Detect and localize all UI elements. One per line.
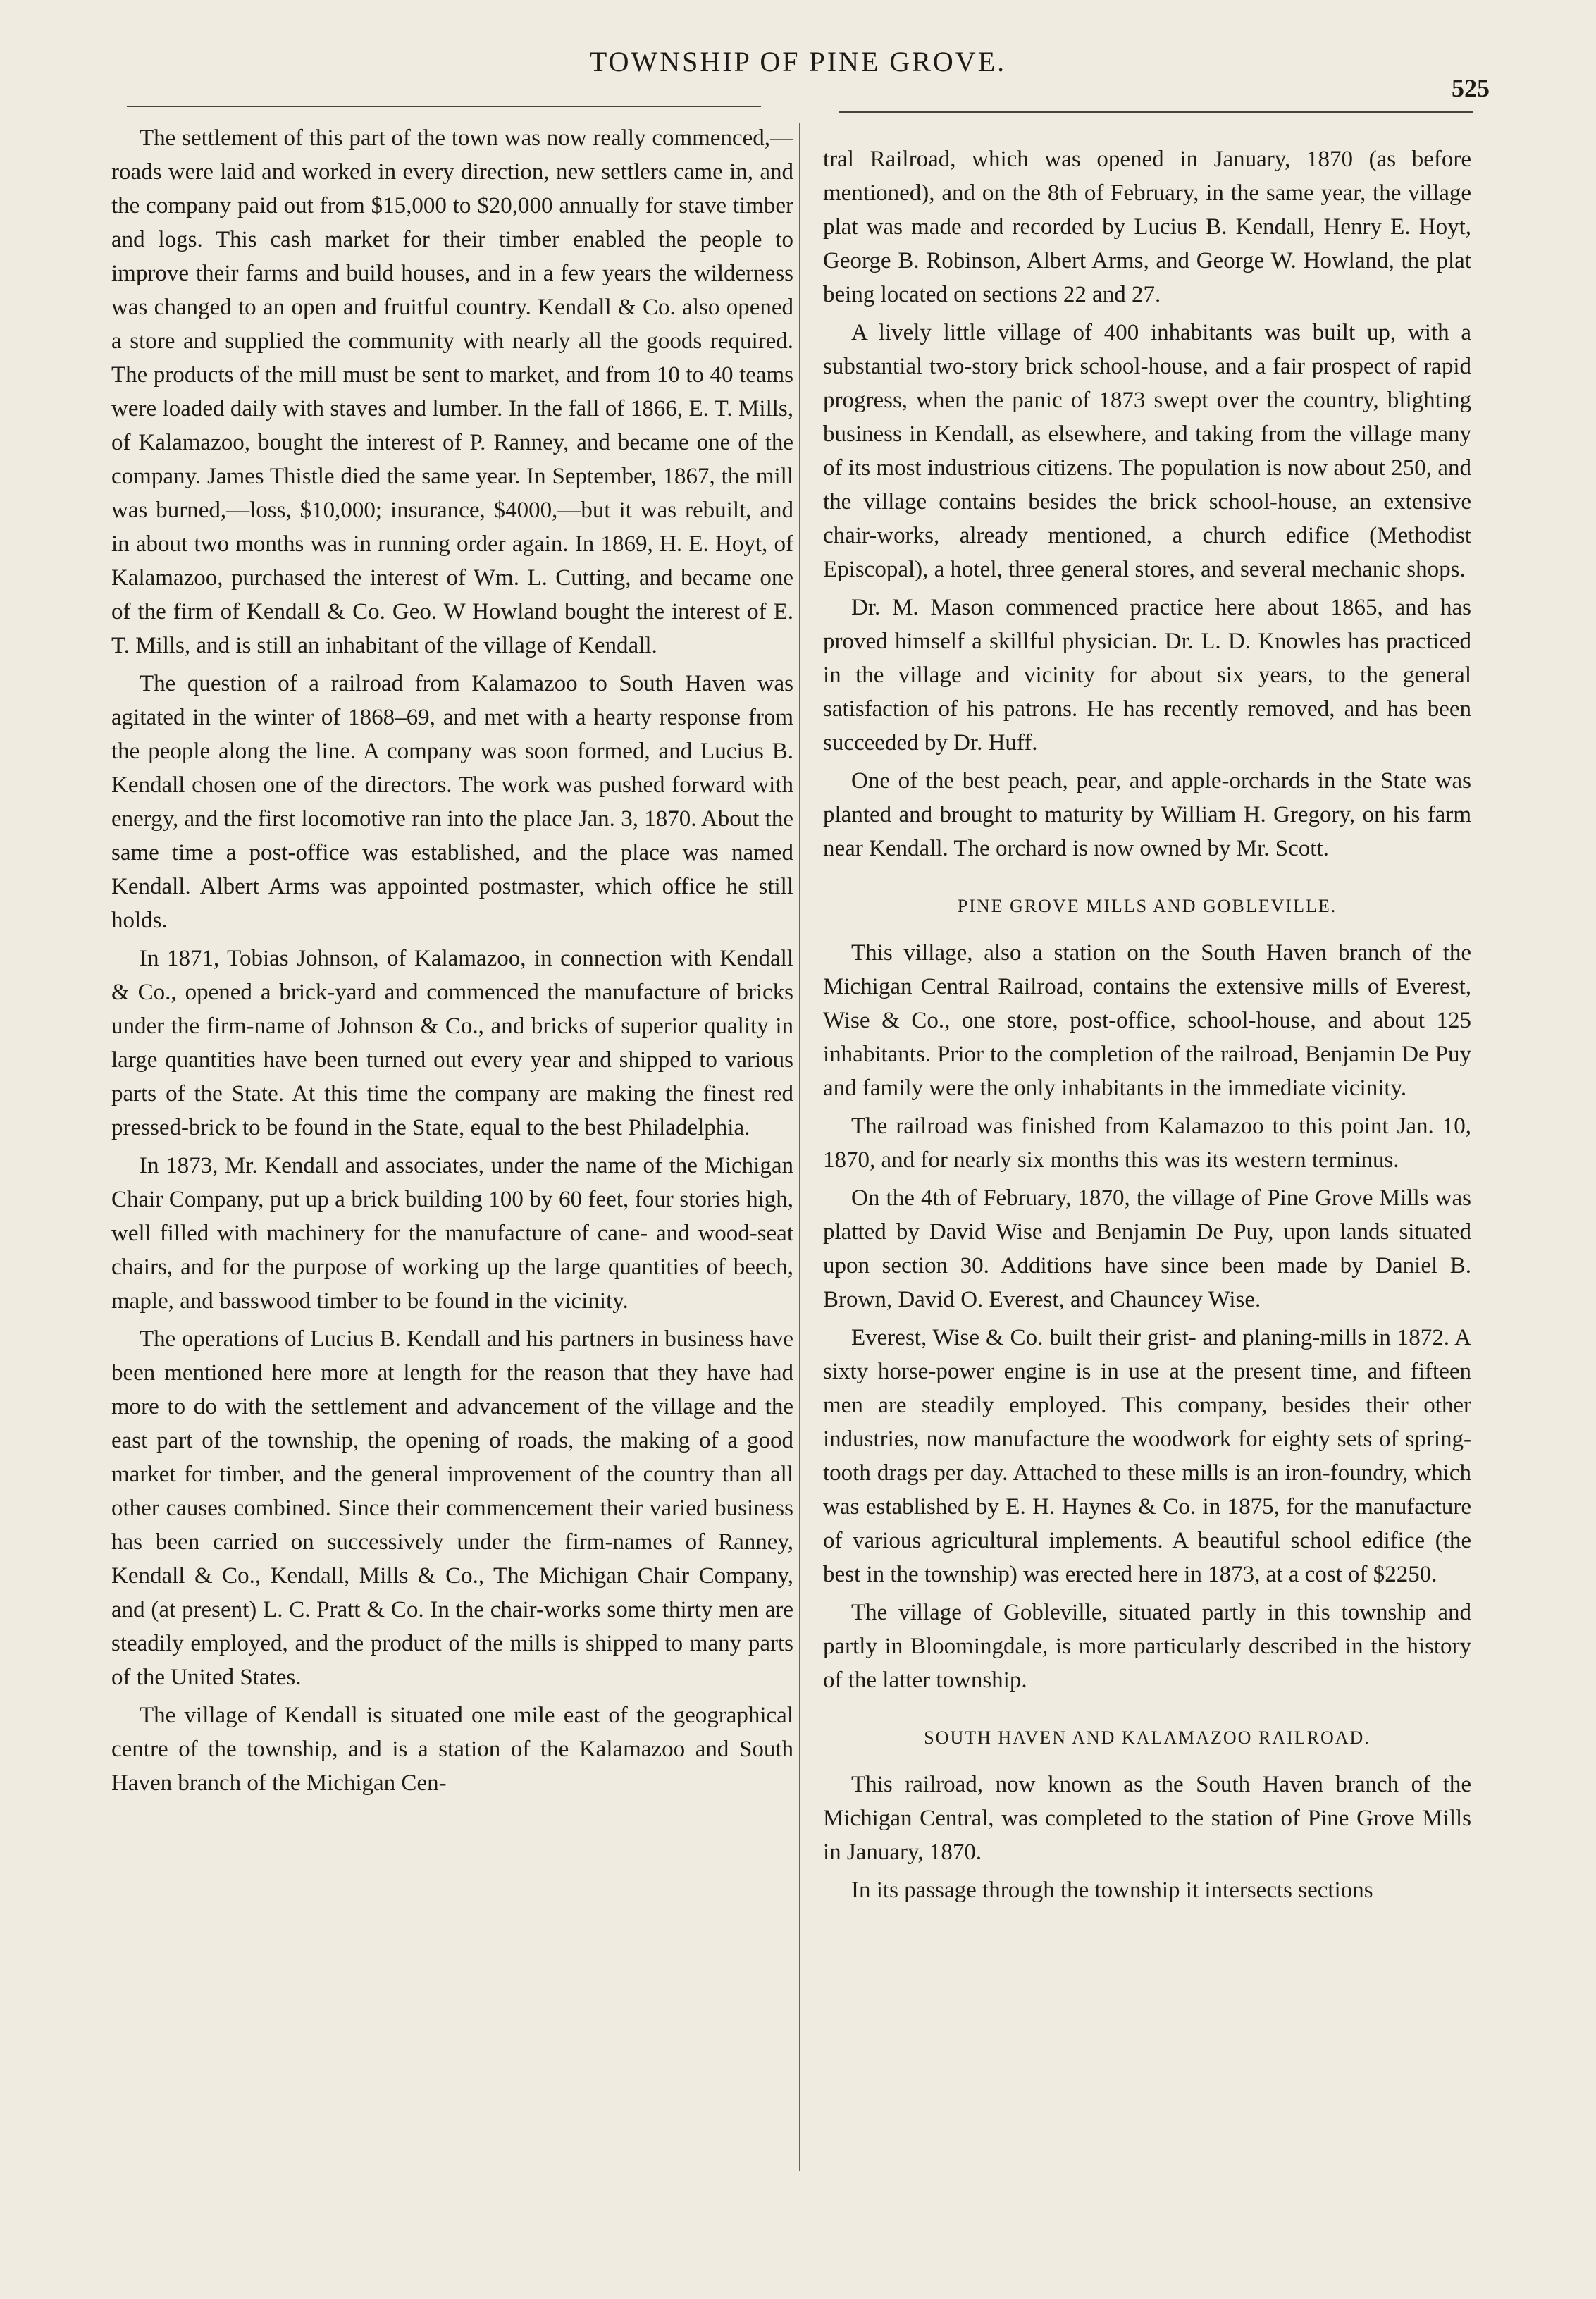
- paragraph: The question of a railroad from Kalamazoo to South Haven was agitated in the winter of 1868–69, and met with a hearty response from the people along the line. A company was soon formed, and Lucius B. Kendall chosen one of the directors. The work was pushed forward with energy, and the first locomotive ran into the place Jan. 3, 1870. About the same time a post-office was established, and the place was named Kendall. Albert Arms was appointed postmaster, which office he still holds.: [111, 671, 793, 933]
- header-rule-right: [839, 111, 1473, 113]
- paragraph: The village of Gobleville, situated partly in this township and partly in Bloomingdale, is more particularly described in the history of the latter township.: [823, 1600, 1471, 1693]
- paragraph: A lively little village of 400 inhabitants was built up, with a substantial two-story brick school-house, and a fair prospect of rapid progress, when the panic of 1873 swept over the country, blighting business in Kendall, as elsewhere, and taking from the village many of its most industrious citizens. The population is now about 250, and the village contains besides the brick school-house, an extensive chair-works, already mentioned, a church edifice (Methodist Episcopal), a hotel, three general stores, and several mechanic shops.: [823, 320, 1471, 582]
- page-title: TOWNSHIP OF PINE GROVE.: [589, 46, 1007, 78]
- paragraph: The village of Kendall is situated one mile east of the geographical centre of the township, and is a station of the Kalamazoo and South Haven branch of the Michigan Cen-: [111, 1703, 793, 1796]
- section-heading-pine-grove-mills: PINE GROVE MILLS AND GOBLEVILLE.: [957, 896, 1337, 916]
- paragraph: In its passage through the township it intersects sections: [851, 1878, 1373, 1903]
- column-divider: [799, 123, 800, 2171]
- paragraph: tral Railroad, which was opened in January, 1870 (as before mentioned), and on the 8th of February, in the same year, the village plat was made and recorded by Lucius B. Kendall, Henry E. Hoyt, George B. Robinson, Albert Arms, and George W. Howland, the plat being located on sections 22 and 27.: [823, 147, 1471, 307]
- paragraph: The settlement of this part of the town was now really commenced,—roads were laid and worked in every direction, new settlers came in, and the company paid out from $15,000 to $20,000 annually for stave timber and logs. This cash market for their timber enabled the people to improve their farms and build houses, and in a few years the wilderness was changed to an open and fruitful country. Kendall & Co. also opened a store and supplied the community with nearly all the goods required. The products of the mill must be sent to market, and from 10 to 40 teams were loaded daily with staves and lumber. In the fall of 1866, E. T. Mills, of Kalamazoo, bought the interest of P. Ranney, and became one of the company. James Thistle died the same year. In September, 1867, the mill was burned,—loss, $10,000; insurance, $4000,—but it was rebuilt, and in about two months was in running order again. In 1869, H. E. Hoyt, of Kalamazoo, purchased the interest of Wm. L. Cutting, and became one of the firm of Kendall & Co. Geo. W Howland bought the interest of E. T. Mills, and is still an inhabitant of the village of Kendall.: [111, 125, 793, 658]
- paragraph: Dr. M. Mason commenced practice here about 1865, and has proved himself a skillful physician. Dr. L. D. Knowles has practiced in the village and vicinity for about six years, to the general satisfaction of his patrons. He has recently removed, and has been succeeded by Dr. Huff.: [823, 595, 1471, 756]
- paragraph: On the 4th of February, 1870, the village of Pine Grove Mills was platted by David Wise and Benjamin De Puy, upon lands situated upon section 30. Additions have since been made by Daniel B. Brown, David O. Everest, and Chauncey Wise.: [823, 1185, 1471, 1312]
- paragraph: In 1871, Tobias Johnson, of Kalamazoo, in connection with Kendall & Co., opened a brick-yard and commenced the manufacture of bricks under the firm-name of Johnson & Co., and bricks of superior quality in large quantities have been turned out every year and shipped to various parts of the State. At this time the company are making the finest red pressed-brick to be found in the State, equal to the best Philadelphia.: [111, 946, 793, 1140]
- right-column: [823, 142, 1471, 2186]
- paragraph: This village, also a station on the South Haven branch of the Michigan Central Railroad, contains the extensive mills of Everest, Wise & Co., one store, post-office, school-house, and about 125 inhabitants. Prior to the completion of the railroad, Benjamin De Puy and family were the only inhabitants in the immediate vicinity.: [823, 940, 1471, 1101]
- paragraph: The operations of Lucius B. Kendall and his partners in business have been mentioned here more at length for the reason that they have had more to do with the settlement and advancement of the village and the east part of the township, the opening of roads, the making of a good market for timber, and the general improvement of the country than all other causes combined. Since their commencement their varied business has been carried on successively under the firm-names of Ranney, Kendall & Co., Kendall, Mills & Co., The Michigan Chair Company, and (at present) L. C. Pratt & Co. In the chair-works some thirty men are steadily employed, and the product of the mills is shipped to many parts of the United States.: [111, 1326, 793, 1690]
- paragraph: This railroad, now known as the South Haven branch of the Michigan Central, was completed to the station of Pine Grove Mills in January, 1870.: [823, 1772, 1471, 1865]
- paragraph: The railroad was finished from Kalamazoo to this point Jan. 10, 1870, and for nearly six months this was its western terminus.: [823, 1114, 1471, 1173]
- paragraph: In 1873, Mr. Kendall and associates, under the name of the Michigan Chair Company, put up a brick building 100 by 60 feet, four stories high, well filled with machinery for the manufacture of cane- and wood-seat chairs, and for the purpose of working up the large quantities of beech, maple, and basswood timber to be found in the vicinity.: [111, 1153, 793, 1314]
- header-rule-left: [127, 106, 761, 107]
- paragraph: One of the best peach, pear, and apple-orchards in the State was planted and brought to maturity by William H. Gregory, on his farm near Kendall. The orchard is now owned by Mr. Scott.: [823, 768, 1471, 861]
- section-heading-railroad: SOUTH HAVEN AND KALAMAZOO RAILROAD.: [924, 1727, 1371, 1748]
- page-number: 525: [1452, 74, 1490, 102]
- left-column: [111, 121, 793, 2214]
- paragraph: Everest, Wise & Co. built their grist- and planing-mills in 1872. A sixty horse-power engine is in use at the present time, and fifteen men are steadily employed. This company, besides their other industries, now manufacture the woodwork for eighty sets of spring-tooth drags per day. Attached to these mills is an iron-foundry, which was established by E. H. Haynes & Co. in 1875, for the manufacture of various agricultural implements. A beautiful school edifice (the best in the township) was erected here in 1873, at a cost of $2250.: [823, 1325, 1471, 1587]
